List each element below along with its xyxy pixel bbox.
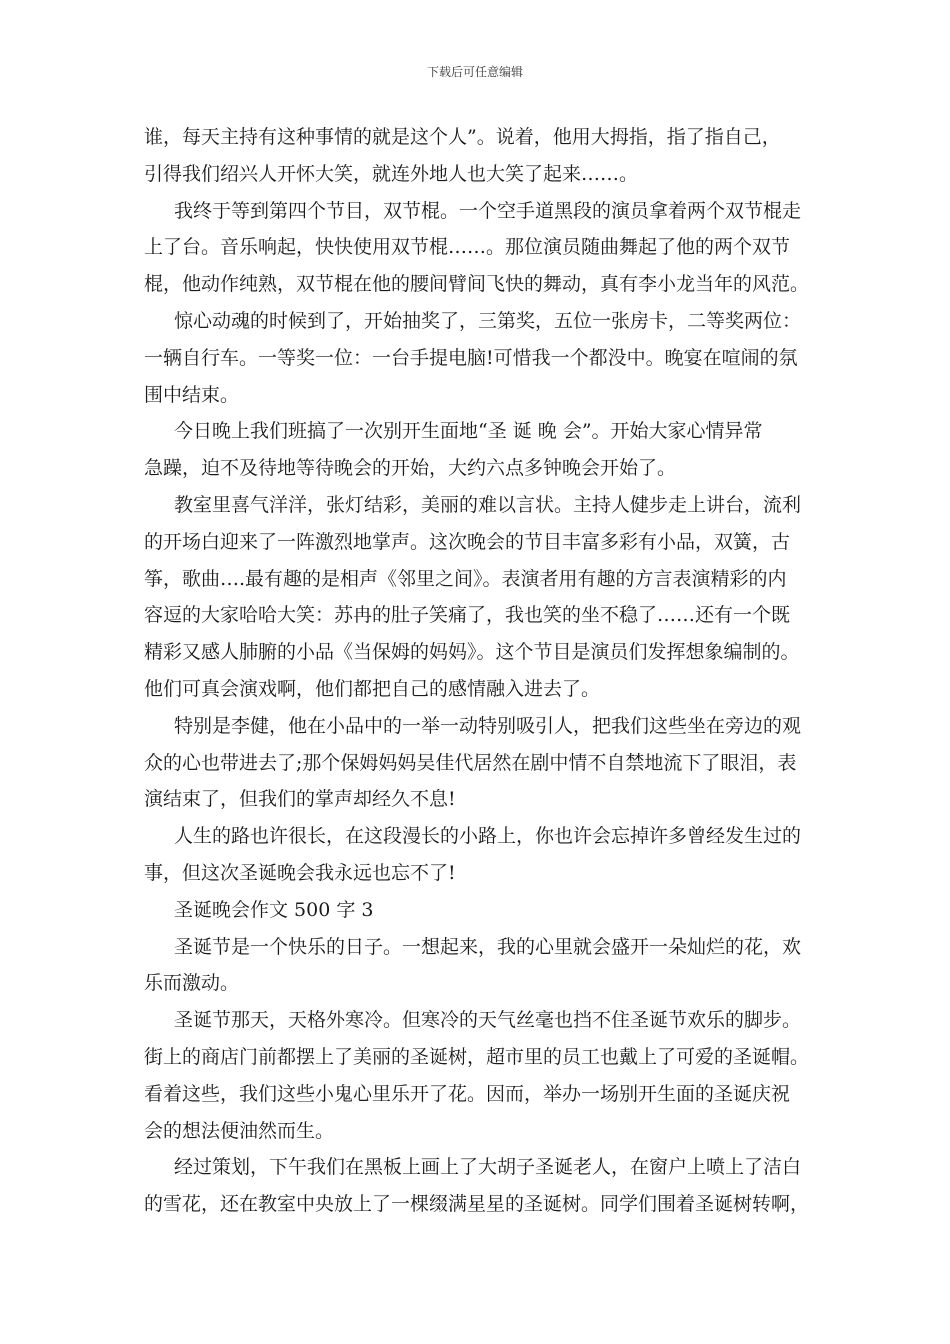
text-line: 人生的路也许很长，在这段漫长的小路上，你也许会忘掉许多曾经发生过的 <box>174 825 802 848</box>
text-line: 看着这些，我们这些小鬼心里乐开了花。因而，举办一场别开生面的圣诞庆祝 <box>144 1082 791 1105</box>
text-line: 演结束了，但我们的掌声却经久不息! <box>144 788 456 811</box>
text-line: 教室里喜气洋洋，张灯结彩，美丽的难以言状。主持人健步走上讲台，流利 <box>174 493 802 516</box>
text-line: 乐而激动。 <box>144 972 240 995</box>
text-line: 的开场白迎来了一阵激烈地掌声。这次晚会的节目丰富多彩有小品，双簧，古 <box>144 530 791 553</box>
text-line: 筝，歌曲….最有趣的是相声《邻里之间》。表演者用有趣的方言表演精彩的内 <box>144 567 787 590</box>
text-line: 他们可真会演戏啊，他们都把自己的感情融入进去了。 <box>144 677 601 700</box>
text-line: 圣诞节那天，天格外寒冷。但寒冷的天气丝毫也挡不住圣诞节欢乐的脚步。 <box>174 1009 802 1032</box>
text-line: 今日晚上我们班搞了一次别开生面地“圣 诞 晚 会”。开始大家心情异常 <box>174 420 763 443</box>
page-header: 下载后可任意编辑 <box>426 65 523 79</box>
text-line: 棍，他动作纯熟，双节棍在他的腰间臂间飞快的舞动，真有李小龙当年的风范。 <box>144 273 810 296</box>
text-line: 众的心也带进去了;那个保姆妈妈吴佳代居然在剧中情不自禁地流下了眼泪，表 <box>144 751 797 774</box>
text-line: 上了台。音乐响起，快快使用双节棍……。那位演员随曲舞起了他的两个双节 <box>144 236 791 259</box>
text-line: 精彩又感人肺腑的小品《当保姆的妈妈》。这个节目是演员们发挥想象编制的。 <box>144 641 800 664</box>
text-line: 的雪花，还在教室中央放上了一棵缀满星星的圣诞树。同学们围着圣诞树转啊， <box>144 1193 810 1216</box>
text-line: 急躁，迫不及待地等待晚会的开始，大约六点多钟晚会开始了。 <box>144 457 677 480</box>
text-line: 事，但这次圣诞晚会我永远也忘不了! <box>144 861 456 884</box>
text-line: 一辆自行车。一等奖一位：一台手提电脑!可惜我一个都没中。晚宴在喧闹的氛 <box>144 346 798 369</box>
text-line: 街上的商店门前都摆上了美丽的圣诞树，超市里的员工也戴上了可爱的圣诞帽。 <box>144 1045 810 1068</box>
text-line: 圣诞节是一个快乐的日子。一想起来，我的心里就会盛开一朵灿烂的花，欢 <box>174 935 802 958</box>
document-body <box>144 119 824 1223</box>
text-line: 引得我们绍兴人开怀大笑，就连外地人也大笑了起来……。 <box>144 162 639 185</box>
text-line: 特别是李健，他在小品中的一举一动特别吸引人，把我们这些坐在旁边的观 <box>174 714 802 737</box>
text-line: 我终于等到第四个节目，双节棍。一个空手道黑段的演员拿着两个双节棍走 <box>174 199 802 222</box>
text-line: 圣诞晚会作文 500 字 3 <box>174 898 374 921</box>
text-line: 会的想法便油然而生。 <box>144 1119 335 1142</box>
text-line: 惊心动魂的时候到了，开始抽奖了，三第奖，五位一张房卡，二等奖两位： <box>174 309 802 332</box>
text-line: 经过策划，下午我们在黑板上画上了大胡子圣诞老人，在窗户上喷上了洁白 <box>174 1156 802 1179</box>
text-line: 容逗的大家哈哈大笑：苏冉的肚子笑痛了，我也笑的坐不稳了……还有一个既 <box>144 604 791 627</box>
text-line: 围中结束。 <box>144 383 240 406</box>
text-line: 谁，每天主持有这种事情的就是这个人”。说着，他用大拇指，指了指自己， <box>144 126 781 148</box>
